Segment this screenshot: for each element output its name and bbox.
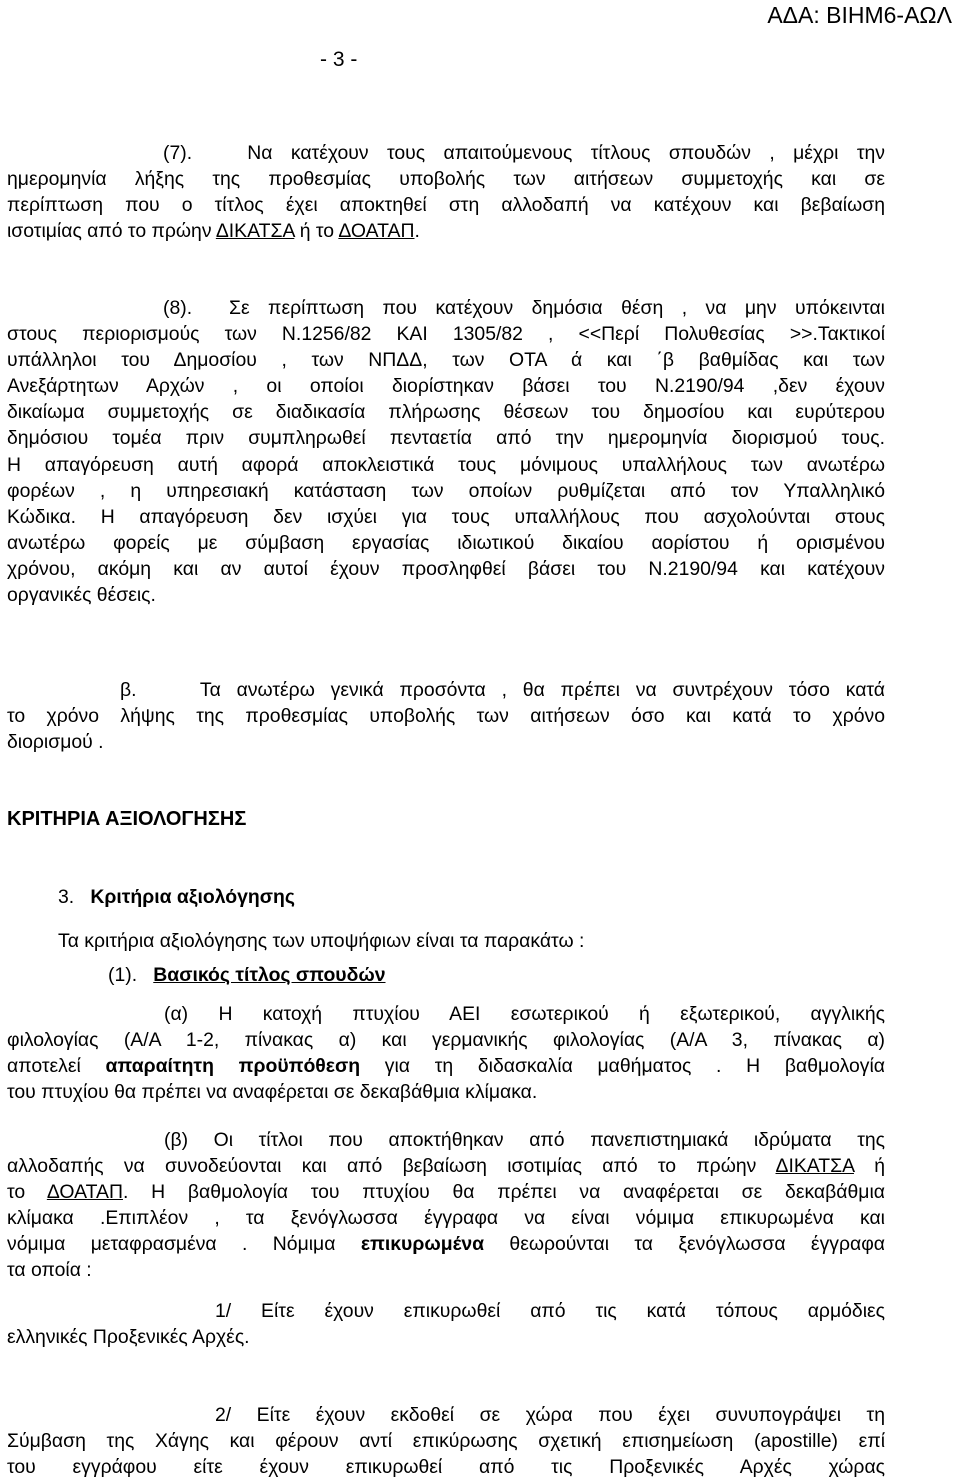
p8-number: (8). (163, 297, 193, 319)
item2-line-2: Σύμβαση της Χάγης και φέρουν αντί επικύρωσης σχετική επισημείωση (apostille) επί (7, 1430, 885, 1453)
certified-bold: επικυρωμένα (360, 1233, 485, 1256)
pbeta-line-3a: το (7, 1181, 47, 1204)
pb-line-1-text: Τα ανωτέρω γενικά προσόντα , θα πρέπει να συντρέχουν τόσο κατά (199, 679, 885, 701)
pbeta-line-5 (7, 1231, 885, 1257)
dikatsa-link: ΔΙΚΑΤΣΑ (215, 220, 295, 243)
pa-line-1-text: (α) Η κατοχή πτυχίου ΑΕΙ εσωτερικού ή εξωτερικού, αγγλικής (164, 1003, 885, 1025)
section-3-number: 3. (58, 886, 75, 908)
item1-line-2: ελληνικές Προξενικές Αρχές. (7, 1326, 250, 1349)
doatap-link: ΔΟΑΤΑΠ (338, 220, 415, 243)
pa-line-2: φιλολογίας (Α/Α 1-2, πίνακας α) και γερμανικής φιλολογίας (Α/Α 3, πίνακας α) (7, 1029, 885, 1052)
p8-line-3: υπάλληλοι του Δημοσίου , των ΝΠΔΔ, των ΟΤΑ ά και ΄β βαθμίδας και των (7, 349, 885, 372)
p8-line-5: δικαίωμα συμμετοχής σε διαδικασία πλήρωσης θέσεων του δημοσίου και ευρύτερου (7, 401, 885, 424)
p8-line-2: στους περιορισμούς των Ν.1256/82 ΚΑΙ 1305/82 , <<Περί Πολυθεσίας >>.Τακτικοί (7, 323, 885, 346)
section-3-title (58, 884, 936, 910)
p7-line-4e: . (414, 220, 420, 243)
pbeta-line-3c: . Η βαθμολογία του πτυχίου θα πρέπει να αναφέρεται σε δεκαβάθμια (122, 1181, 885, 1204)
pa-line-1 (7, 1001, 885, 1027)
paragraph-7 (7, 140, 885, 244)
p7-line-1-text: Να κατέχουν τους απαιτούμενους τίτλους σπουδών , μέχρι την (247, 142, 885, 164)
pbeta-line-6: τα οποία : (7, 1259, 92, 1282)
pa-line-4: του πτυχίου θα πρέπει να αναφέρεται σε δεκαβάθμια κλίμακα. (7, 1081, 538, 1104)
p7-line-4 (7, 218, 885, 244)
criteria-intro: Τα κριτήρια αξιολόγησης των υποψήφιων είναι τα παρακάτω : (58, 930, 585, 952)
paragraph-8 (7, 295, 885, 608)
pbeta-line-1-text: (β) Οι τίτλοι που αποκτήθηκαν από πανεπιστημιακά ιδρύματα της (164, 1129, 885, 1151)
pbeta-line-3 (7, 1179, 885, 1205)
item-1 (7, 1298, 885, 1350)
doatap-link-2: ΔΟΑΤΑΠ (46, 1181, 123, 1204)
item2-line-1 (7, 1402, 885, 1428)
paragraph-alpha (7, 1001, 885, 1105)
pbeta-line-2 (7, 1153, 885, 1179)
p8-line-4: Ανεξάρτητων Αρχών , οι οποίοι διορίστηκαν βάσει του Ν.2190/94 ,δεν έχουν (7, 375, 885, 398)
pa-line-3 (7, 1053, 885, 1079)
pb-number: β. (120, 679, 137, 701)
criteria-heading: ΚΡΙΤΗΡΙΑ ΑΞΙΟΛΟΓΗΣΗΣ (7, 808, 247, 830)
pa-line-3a: αποτελεί (7, 1055, 106, 1078)
p8-line-7: Η απαγόρευση αυτή αφορά αποκλειστικά τους μόνιμους υπαλλήλους των ανωτέρω (7, 453, 885, 476)
pbeta-line-2a: αλλοδαπής να συνοδεύονται και από βεβαίωση ισοτιμίας από το πρώην (7, 1155, 776, 1178)
subsection-1-heading: Βασικός τίτλος σπουδών (153, 964, 386, 986)
p7-line-1 (7, 140, 885, 166)
p8-line-11: χρόνου, ακόμη και αν αυτοί έχουν προσληφθεί βάσει του Ν.2190/94 και κατέχουν (7, 557, 885, 580)
p7-line-4a: ισοτιμίας από το πρώην (7, 220, 216, 243)
p7-line-3: περίπτωση που ο τίτλος έχει αποκτηθεί στη αλλοδαπή να κατέχουν και βεβαίωση (7, 194, 885, 217)
item1-line-1-text: 1/ Είτε έχουν επικυρωθεί από τις κατά τόπους αρμόδιες (215, 1300, 885, 1322)
pa-line-3c: για τη διδασκαλία μαθήματος . Η βαθμολογία (360, 1055, 885, 1078)
pbeta-line-2c: ή (853, 1155, 886, 1178)
pb-line-3: διορισμού . (7, 731, 104, 754)
item2-line-3: του εγγράφου είτε έχουν επικυρωθεί από τις Προξενικές Αρχές χώρας (7, 1456, 885, 1479)
pbeta-line-4: κλίμακα .Επιπλέον , τα ξενόγλωσσα έγγραφα να είναι νόμιμα επικυρωμένα και (7, 1207, 885, 1230)
subsection-1-number: (1). (108, 964, 138, 986)
p8-line-6: δημόσιου τομέα πριν συμπληρωθεί πενταετία από την ημερομηνία διορισμού τους. (7, 427, 885, 450)
section-3-heading: Κριτήρια αξιολόγησης (90, 886, 295, 908)
p8-line-12: οργανικές θέσεις. (7, 584, 156, 607)
p8-line-9: Κώδικα. Η απαγόρευση δεν ισχύει για τους υπαλλήλους που ασχολούνται στους (7, 505, 885, 528)
ada-code: ΑΔΑ: ΒΙΗΜ6-ΑΩΛ (767, 2, 952, 28)
p8-line-1 (7, 295, 885, 321)
subsection-1-title (108, 962, 960, 988)
p8-line-10: ανωτέρω φορείς με σύμβαση εργασίας ιδιωτικού δικαίου αορίστου ή ορισμένου (7, 531, 885, 554)
pbeta-line-5a: νόμιμα μεταφρασμένα . Νόμιμα (7, 1233, 361, 1256)
pb-line-2: το χρόνο λήψης της προθεσμίας υποβολής των αιτήσεων όσο και κατά το χρόνο (7, 705, 885, 728)
paragraph-beta (7, 1127, 885, 1284)
dikatsa-link-2: ΔΙΚΑΤΣΑ (775, 1155, 854, 1178)
p7-line-4c: ή το (294, 220, 339, 243)
item-2 (7, 1402, 885, 1480)
item2-line-1-text: 2/ Είτε έχουν εκδοθεί σε χώρα που έχει συνυπογράψει τη (215, 1404, 885, 1426)
paragraph-beta-general (7, 677, 885, 755)
pbeta-line-5c: θεωρούνται τα ξενόγλωσσα έγγραφα (484, 1233, 885, 1256)
p7-number: (7). (163, 142, 193, 164)
item1-line-1 (7, 1298, 885, 1324)
p8-line-8: φορέων , η υπηρεσιακή κατάσταση των οποίων ρυθμίζεται από τον Υπαλληλικό (7, 479, 885, 502)
pb-line-1 (7, 677, 885, 703)
page-number: - 3 - (320, 48, 358, 71)
p8-line-1-text: Σε περίπτωση που κατέχουν δημόσια θέση , να μην υπόκεινται (228, 297, 885, 319)
prerequisite-bold: απαραίτητη προϋπόθεση (105, 1055, 361, 1078)
pbeta-line-1 (7, 1127, 885, 1153)
p7-line-2: ημερομηνία λήξης της προθεσμίας υποβολής των αιτήσεων συμμετοχής και σε (7, 168, 885, 191)
